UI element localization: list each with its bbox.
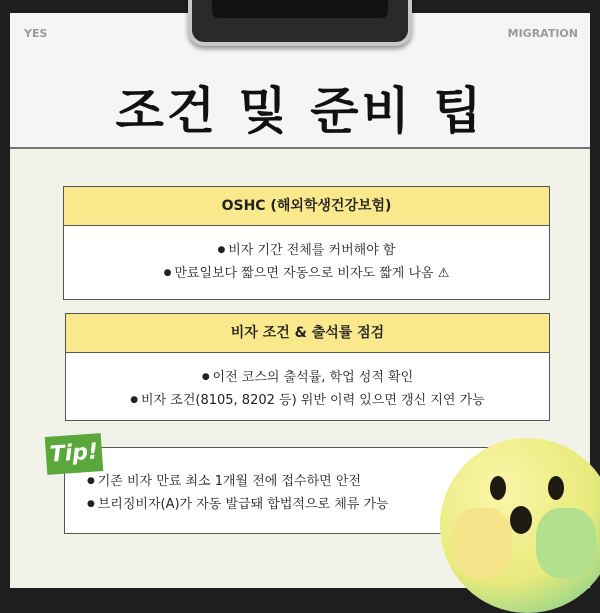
section-title: OSHC (해외학생건강보험): [64, 187, 549, 226]
list-item: ● 기존 비자 만료 최소 1개월 전에 접수하면 안전: [87, 470, 503, 493]
brand-left-label: YES: [24, 27, 48, 40]
tip-badge: Tip!: [45, 433, 104, 475]
page-title: 조건 및 준비 팁: [115, 82, 485, 140]
clipboard-clip: [188, 0, 412, 46]
list-item: ● 비자 기간 전체를 커버해야 함: [64, 239, 549, 262]
list-item: ● 이전 코스의 출석률, 학업 성적 확인: [66, 366, 549, 389]
brand-right-label: MIGRATION: [507, 27, 578, 40]
section-title: 비자 조건 & 출석률 점검: [66, 314, 549, 353]
list-item: ● 브리징비자(A)가 자동 발급돼 합법적으로 체류 가능: [87, 493, 503, 516]
list-item: ● 비자 조건(8105, 8202 등) 위반 이력 있으면 갱신 지연 가능: [66, 389, 549, 412]
list-item: ● 만료일보다 짧으면 자동으로 비자도 짧게 나옴 ⚠: [64, 262, 549, 285]
section-oshc: [63, 186, 550, 300]
section-visa-conditions: [65, 313, 550, 421]
section-tip: [64, 447, 504, 534]
